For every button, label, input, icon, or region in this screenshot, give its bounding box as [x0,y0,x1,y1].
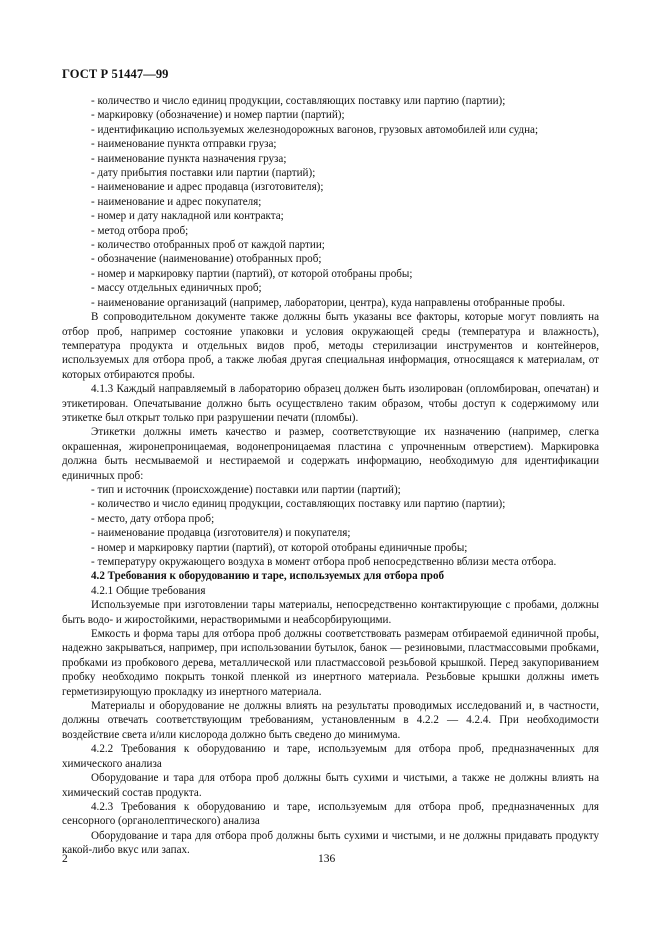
list-item: - наименование пункта отправки груза; [91,138,277,151]
list-item: - наименование пункта назначения груза; [91,152,287,165]
paragraph-4-2-3-text: Оборудование и тара для отбора проб должны быть сухими и чистыми, и не должны придавать продукту какой-либо вкус или запах. [62,829,599,857]
list-item: - идентификацию используемых железнодорожных вагонов, грузовых автомобилей или судна; [91,123,539,136]
list-item: - дату прибытия поставки или партии (партий); [91,167,316,180]
list-item: - наименование и адрес покупателя; [91,195,262,208]
list-item: - номер и маркировку партии (партий), от которой отобраны пробы; [91,267,413,280]
list-item: - наименование продавца (изготовителя) и покупателя; [91,527,351,540]
paragraph-4-1-3: 4.1.3 Каждый направляемый в лабораторию образец должен быть изолирован (опломбирован, опечатан) и этикетирован. Опечатывание должно быть осуществлено таким образом, чтобы доступ к содержимому или этикетке был открыт только при разрушении печати (пломбы). [62,383,599,424]
list-item: - метод отбора проб; [91,224,189,237]
section-heading-4-2: 4.2 Требования к оборудованию и таре, используемых для отбора проб [91,570,445,583]
list-item: - количество и число единиц продукции, составляющих поставку или партию (партии); [91,498,506,511]
page-number-center: 136 [318,853,336,865]
paragraph-equipment-influence: Материалы и оборудование не должны влиять на результаты проводимых исследований и, в частности, должны отвечать соответствующим требованиям, установленным в 4.2.2 — 4.2.4. При необходимости воздействие света и/или кислорода должно быть сведено до минимума. [62,700,599,741]
label-info-list [62,483,599,569]
list-item: - наименование организаций (например, лаборатории, центра), куда направлены отобранные пробы. [91,296,565,309]
paragraph-4-2-2-text: Оборудование и тара для отбора проб должны быть сухими и чистыми, а также не должны влиять на химический состав продукта. [62,772,599,799]
list-item: - наименование и адрес продавца (изготовителя); [91,181,324,194]
subsection-heading-4-2-2: 4.2.2 Требования к оборудованию и таре, используемым для отбора проб, предназначенных для химического анализа [62,743,599,770]
list-item: - тип и источник (происхождение) поставки или партии (партий); [91,483,401,496]
document-body [62,94,599,858]
paragraph-container-capacity: Емкость и форма тары для отбора проб должны соответствовать размерам отбираемой единичной пробы, надежно закрываться, например, при использовании бутылок, банок — резиновыми, пластмассовыми пробками, пробками из пробкового дерева, металлической или пластмассовой резьбовой крышкой. Перед закупориванием пробку необходимо покрыть тонкой пленкой из инертного материала. Резьбовые крышки должны иметь герметизирующую прокладку из инертного материала. [62,628,599,698]
list-item: - количество и число единиц продукции, составляющих поставку или партию (партии); [91,95,506,107]
paragraph-accompanying-document: В сопроводительном документе также должны быть указаны все факторы, которые могут повлиять на отбор проб, например состояние упаковки и условия окружающей среды (температура и влажность), температура продукта и отдельных видов проб, методы стерилизации инструментов и контейнеров, используемых для отбора проб, а также любая другая специальная информация, относящаяся к материалам, от которых отбираются пробы. [62,311,599,381]
page-number-left: 2 [62,853,68,865]
list-item: - место, дату отбора проб; [91,512,215,525]
list-item: - количество отобранных проб от каждой партии; [91,239,325,252]
list-item: - номер и маркировку партии (партий), от которой отобраны единичные пробы; [91,541,468,554]
document-header: ГОСТ Р 51447—99 [62,67,169,81]
shipment-info-list [62,94,599,310]
subsection-heading-4-2-1: 4.2.1 Общие требования [91,584,206,597]
list-item: - маркировку (обозначение) и номер партии (партий); [91,109,345,122]
paragraph-labels: Этикетки должны иметь качество и размер, соответствующие их назначению (например, слегка окрашенная, жиронепроницаемая, водонепроницаемая пластина с упрочненным отверстием). Маркировка должна быть несмываемой и нестираемой и содержать информацию, необходимую для идентификации единичных проб: [62,426,599,482]
subsection-heading-4-2-3: 4.2.3 Требования к оборудованию и таре, используемым для отбора проб, предназначенных для сенсорного (органолептического) анализа [62,800,599,828]
list-item: - обозначение (наименование) отобранных проб; [91,253,322,266]
list-item: - температуру окружающего воздуха в момент отбора проб непосредственно вблизи места отбора. [91,556,557,568]
list-item: - массу отдельных единичных проб; [91,282,262,295]
list-item: - номер и дату накладной или контракта; [91,210,284,223]
paragraph-materials: Используемые при изготовлении тары материалы, непосредственно контактирующие с пробами, должны быть водо- и жиростойкими, нерастворимыми и неабсорбирующими. [62,599,599,626]
